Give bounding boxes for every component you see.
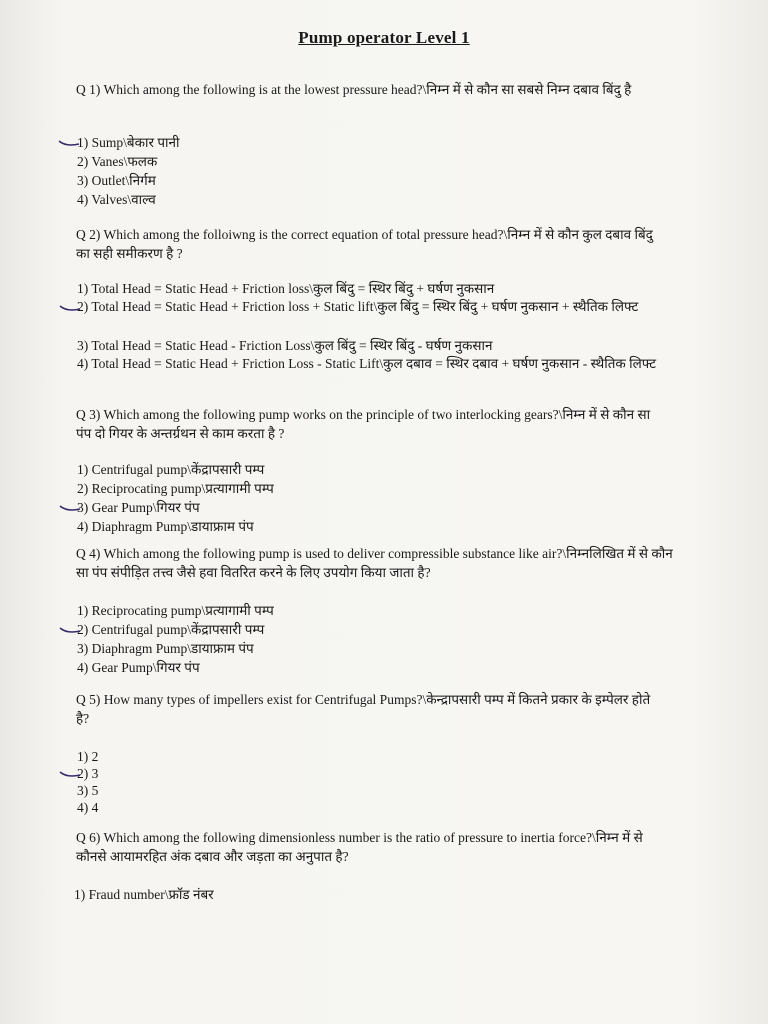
q1-option-1: 1) Sump\बेकार पानी — [77, 135, 180, 150]
question-3: Q 3) Which among the following pump works on the principle of two interlocking gears?\निम्न में से कौन सा पंप दो गियर के अन्तर्ग्रथन से काम करता है ? — [76, 407, 651, 441]
q3-option-3: 3) Gear Pump\गियर पंप — [77, 500, 200, 515]
q5-option-1: 1) 2 — [77, 749, 99, 764]
q5-option-4: 4) 4 — [77, 800, 99, 815]
q2-option-3: 3) Total Head = Static Head - Friction Loss\कुल बिंदु = स्थिर बिंदु - घर्षण नुकसान — [77, 338, 493, 353]
q2-option-4: 4) Total Head = Static Head + Friction Loss - Static Lift\कुल दबाव = स्थिर दबाव + घर्षण नुकसान - स्थैतिक लिफ्ट — [77, 356, 657, 371]
q3-option-1: 1) Centrifugal pump\केंद्रापसारी पम्प — [77, 462, 265, 477]
q2-option-1: 1) Total Head = Static Head + Friction loss\कुल बिंदु = स्थिर बिंदु + घर्षण नुकसान — [77, 281, 495, 296]
q3-option-4: 4) Diaphragm Pump\डायाफ्राम पंप — [77, 519, 254, 534]
q1-option-2: 2) Vanes\फलक — [77, 154, 158, 169]
q5-option-2: 2) 3 — [77, 766, 99, 781]
page-title: Pump operator Level 1 — [298, 28, 470, 47]
q5-option-3: 3) 5 — [77, 783, 99, 798]
q1-option-4: 4) Valves\वाल्व — [77, 192, 156, 207]
question-5: Q 5) How many types of impellers exist for Centrifugal Pumps?\केन्द्रापसारी पम्प में कितने प्रकार के इम्पेलर होते है? — [76, 692, 651, 726]
question-2: Q 2) Which among the folloiwng is the correct equation of total pressure head?\निम्न में से कौन कुल दबाव बिंदु का सही समीकरण है ? — [76, 227, 653, 261]
q1-option-3: 3) Outlet\निर्गम — [77, 173, 156, 188]
question-6: Q 6) Which among the following dimensionless number is the ratio of pressure to inertia force?\निम्न में से कौनसे आयामरहित अंक दबाव और जड़ता का अनुपात है? — [76, 830, 643, 864]
question-4: Q 4) Which among the following pump is used to deliver compressible substance like air?\निम्नलिखित में से कौन सा पंप संपीड़ित तत्त्व जैसे हवा वितरित करने के लिए उपयोग किया जाता है? — [76, 546, 673, 580]
q2-option-2: 2) Total Head = Static Head + Friction loss + Static lift\कुल बिंदु = स्थिर बिंदु + घर्षण नुकसान + स्थैतिक लिफ्ट — [77, 299, 639, 314]
q4-option-2: 2) Centrifugal pump\केंद्रापसारी पम्प — [77, 622, 265, 637]
question-1: Q 1) Which among the following is at the lowest pressure head?\निम्न में से कौन सा सबसे निम्न दबाव बिंदु है — [76, 82, 632, 97]
q4-option-4: 4) Gear Pump\गियर पंप — [77, 660, 200, 675]
q3-option-2: 2) Reciprocating pump\प्रत्यागामी पम्प — [77, 481, 274, 496]
q4-option-3: 3) Diaphragm Pump\डायाफ्राम पंप — [77, 641, 254, 656]
q6-option-1: 1) Fraud number\फ्रॉड नंबर — [74, 887, 214, 902]
q4-option-1: 1) Reciprocating pump\प्रत्यागामी पम्प — [77, 603, 274, 618]
